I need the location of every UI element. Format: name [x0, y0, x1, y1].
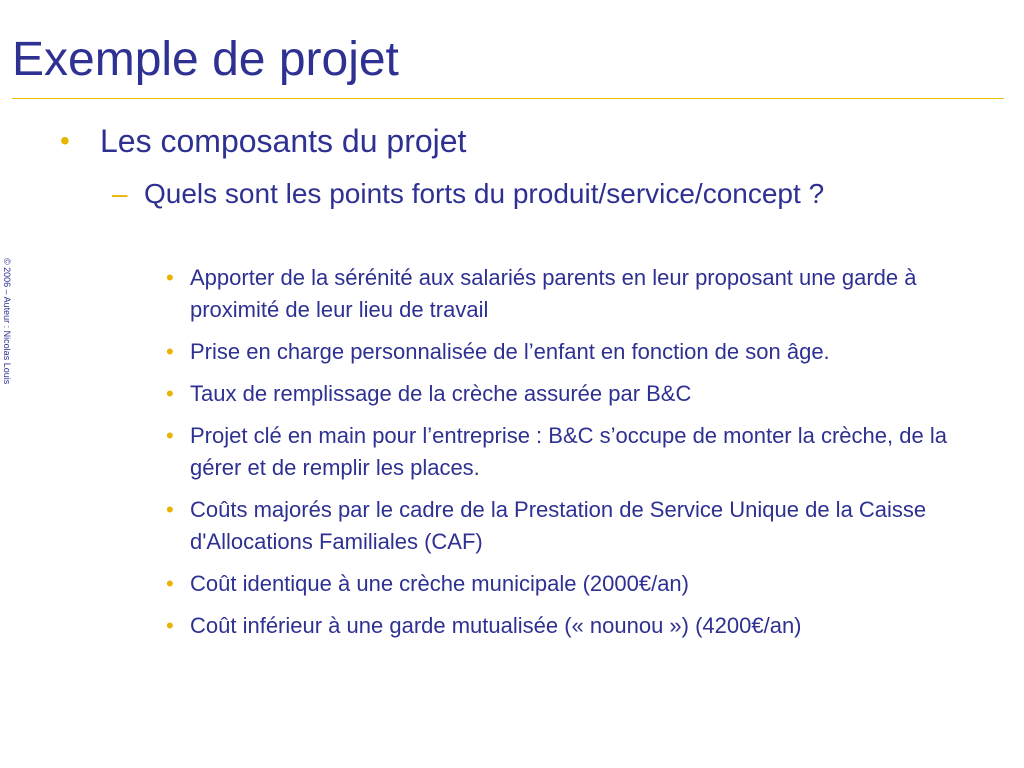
list-item: [164, 336, 974, 368]
bullet-icon: •: [166, 381, 174, 406]
bullet-icon: •: [166, 339, 174, 364]
list-item-text: Coût inférieur à une garde mutualisée (« nounou ») (4200€/an): [190, 613, 802, 638]
bullet-icon: •: [60, 125, 70, 156]
list-item: [164, 610, 974, 642]
list-item-text: Projet clé en main pour l’entreprise : B&C s’occupe de monter la crèche, de la gérer et de remplir les places.: [190, 423, 947, 480]
list-item-text: Taux de remplissage de la crèche assurée par B&C: [190, 381, 692, 406]
bullet-icon: •: [166, 423, 174, 448]
level1-text: Les composants du projet: [100, 123, 467, 159]
list-item-text: Coût identique à une crèche municipale (2000€/an): [190, 571, 689, 596]
copyright-text: © 2006 – Auteur : Nicolas Louis: [2, 258, 12, 385]
list-item: [164, 568, 974, 600]
list-item: [164, 420, 974, 484]
list-item-text: Coûts majorés par le cadre de la Prestation de Service Unique de la Caisse d'Allocations Familiales (CAF): [190, 497, 927, 554]
level2-text: Quels sont les points forts du produit/service/concept ?: [144, 178, 825, 209]
list-item: [164, 494, 974, 558]
bullet-icon: •: [166, 613, 174, 638]
list-item-text: Prise en charge personnalisée de l’enfant en fonction de son âge.: [190, 339, 830, 364]
bullet-icon: •: [166, 497, 174, 522]
bullet-icon: •: [166, 265, 174, 290]
level3-bullet-list: [164, 262, 974, 652]
bullet-icon: •: [166, 571, 174, 596]
list-item-text: Apporter de la sérénité aux salariés parents en leur proposant une garde à proximité de leur lieu de travail: [190, 265, 917, 322]
dash-icon: –: [112, 178, 128, 209]
list-item: [164, 378, 974, 410]
slide-title: Exemple de projet: [12, 33, 399, 86]
list-item: [164, 262, 974, 326]
